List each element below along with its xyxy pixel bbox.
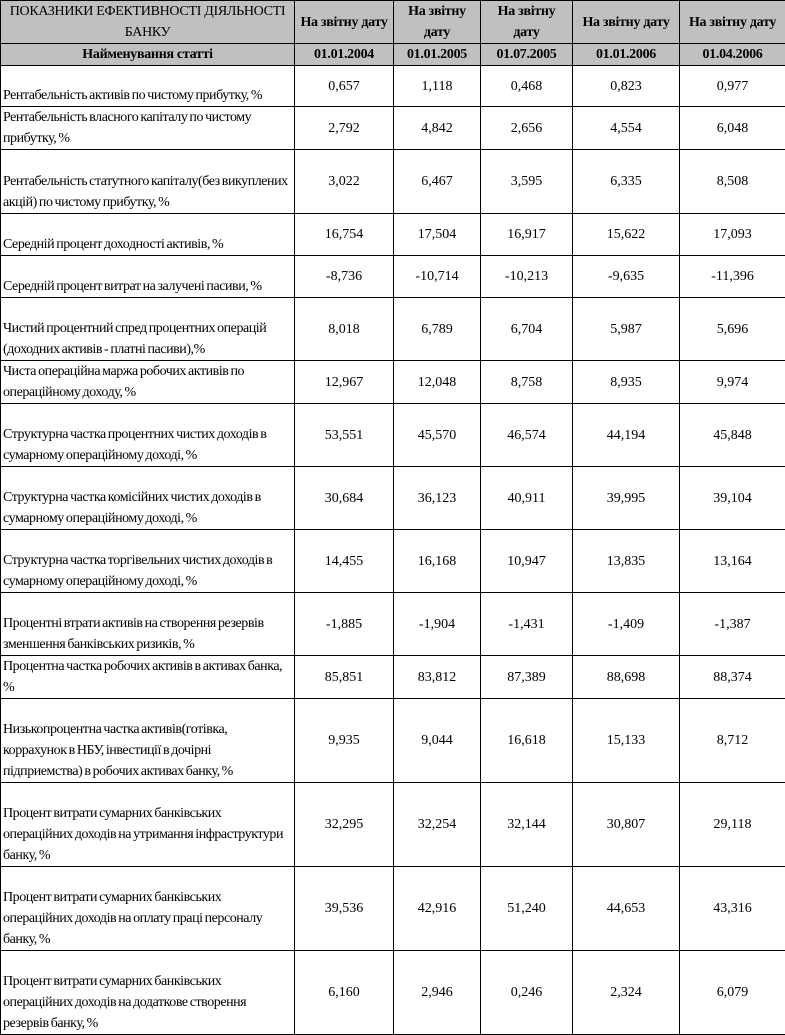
table-row: [1, 951, 785, 1035]
value-cell: 8,758: [481, 361, 573, 404]
value-cell: 32,144: [481, 783, 573, 867]
table-row: [1, 256, 785, 298]
row-label: Процент витрати сумарних банківських операційних доходів на оплату праці персоналу банку, %: [1, 867, 295, 951]
row-label: Чиста операційна маржа робочих активів по операційному доходу, %: [1, 361, 295, 404]
value-cell: 30,807: [573, 783, 680, 867]
row-label: Чистий процентний спред процентних операцій (доходних активів - платні пасиви),%: [1, 298, 295, 361]
value-cell: 15,133: [573, 699, 680, 783]
table-row: [1, 361, 785, 404]
value-cell: 2,324: [573, 951, 680, 1035]
table-row: [1, 404, 785, 467]
column-header: На звітну дату: [394, 1, 481, 44]
row-label: Рентабельність активів по чистому прибутку, %: [1, 66, 295, 107]
value-cell: -1,409: [573, 593, 680, 656]
value-cell: 6,048: [680, 107, 785, 150]
value-cell: 5,696: [680, 298, 785, 361]
value-cell: 1,118: [394, 66, 481, 107]
value-cell: 8,508: [680, 150, 785, 214]
value-cell: 51,240: [481, 867, 573, 951]
table-row: [1, 66, 785, 107]
value-cell: 29,118: [680, 783, 785, 867]
row-label: Структурна частка комісійних чистих доходів в сумарному операційному доході, %: [1, 467, 295, 530]
date-header: 01.01.2004: [295, 44, 394, 66]
column-header: На звітну дату: [680, 1, 785, 44]
value-cell: 8,935: [573, 361, 680, 404]
table-row: [1, 783, 785, 867]
value-cell: 5,987: [573, 298, 680, 361]
table-row: [1, 298, 785, 361]
row-label: Рентабельність власного капіталу по чистому прибутку, %: [1, 107, 295, 150]
table-row: [1, 656, 785, 699]
value-cell: -10,714: [394, 256, 481, 298]
row-label: Процент витрати сумарних банківських операційних доходів на додаткове створення резервів банку, %: [1, 951, 295, 1035]
value-cell: -10,213: [481, 256, 573, 298]
value-cell: -1,904: [394, 593, 481, 656]
row-label: Рентабельність статутного капіталу(без викуплених акцій) по чистому прибутку, %: [1, 150, 295, 214]
value-cell: -11,396: [680, 256, 785, 298]
value-cell: 14,455: [295, 530, 394, 593]
value-cell: 43,316: [680, 867, 785, 951]
value-cell: 16,168: [394, 530, 481, 593]
value-cell: 16,917: [481, 214, 573, 256]
value-cell: -1,431: [481, 593, 573, 656]
row-label: Середній процент витрат на залучені пасиви, %: [1, 256, 295, 298]
value-cell: 9,935: [295, 699, 394, 783]
value-cell: 36,123: [394, 467, 481, 530]
subheader-row: [1, 44, 785, 66]
date-header: 01.04.2006: [680, 44, 785, 66]
value-cell: 32,254: [394, 783, 481, 867]
value-cell: -9,635: [573, 256, 680, 298]
value-cell: -8,736: [295, 256, 394, 298]
table-row: [1, 867, 785, 951]
table-row: [1, 467, 785, 530]
value-cell: 9,044: [394, 699, 481, 783]
row-label: Низькопроцентна частка активів(готівка, коррахунок в НБУ, інвестиції в дочірні підприемства) в робочих активах банку, %: [1, 699, 295, 783]
value-cell: 16,618: [481, 699, 573, 783]
column-header: На звітну дату: [573, 1, 680, 44]
value-cell: 39,536: [295, 867, 394, 951]
value-cell: 2,656: [481, 107, 573, 150]
value-cell: 44,194: [573, 404, 680, 467]
value-cell: 8,712: [680, 699, 785, 783]
value-cell: 9,974: [680, 361, 785, 404]
value-cell: 42,916: [394, 867, 481, 951]
value-cell: 6,467: [394, 150, 481, 214]
value-cell: 6,335: [573, 150, 680, 214]
value-cell: 3,595: [481, 150, 573, 214]
value-cell: 0,823: [573, 66, 680, 107]
value-cell: 0,246: [481, 951, 573, 1035]
value-cell: 17,504: [394, 214, 481, 256]
value-cell: 8,018: [295, 298, 394, 361]
value-cell: 6,079: [680, 951, 785, 1035]
value-cell: 4,842: [394, 107, 481, 150]
value-cell: 88,698: [573, 656, 680, 699]
value-cell: 6,160: [295, 951, 394, 1035]
column-header: На звітну дату: [295, 1, 394, 44]
value-cell: 13,835: [573, 530, 680, 593]
date-header: 01.01.2006: [573, 44, 680, 66]
value-cell: 32,295: [295, 783, 394, 867]
row-label: Процент витрати сумарних банківських операційних доходів на утримання інфраструктури банку, %: [1, 783, 295, 867]
row-label: Структурна частка торгівельних чистих доходів в сумарному операційному доході, %: [1, 530, 295, 593]
row-label: Середній процент доходності активів, %: [1, 214, 295, 256]
column-header: На звітну дату: [481, 1, 573, 44]
table-row: [1, 214, 785, 256]
value-cell: 83,812: [394, 656, 481, 699]
value-cell: 46,574: [481, 404, 573, 467]
date-header: 01.07.2005: [481, 44, 573, 66]
value-cell: 0,977: [680, 66, 785, 107]
value-cell: 12,967: [295, 361, 394, 404]
value-cell: -1,885: [295, 593, 394, 656]
header-row: [1, 1, 785, 44]
value-cell: 40,911: [481, 467, 573, 530]
row-label: Структурна частка процентних чистих доходів в сумарному операційному доході, %: [1, 404, 295, 467]
value-cell: 39,995: [573, 467, 680, 530]
value-cell: 39,104: [680, 467, 785, 530]
value-cell: 87,389: [481, 656, 573, 699]
value-cell: 2,946: [394, 951, 481, 1035]
value-cell: 88,374: [680, 656, 785, 699]
value-cell: 30,684: [295, 467, 394, 530]
table-row: [1, 530, 785, 593]
value-cell: 45,848: [680, 404, 785, 467]
value-cell: 15,622: [573, 214, 680, 256]
value-cell: 16,754: [295, 214, 394, 256]
value-cell: 10,947: [481, 530, 573, 593]
value-cell: 53,551: [295, 404, 394, 467]
value-cell: 45,570: [394, 404, 481, 467]
value-cell: 0,468: [481, 66, 573, 107]
table-title: ПОКАЗНИКИ ЕФЕКТИВНОСТІ ДІЯЛЬНОСТІ БАНКУ: [1, 1, 295, 44]
row-label: Процентні втрати активів на створення резервів зменшення банківських ризиків, %: [1, 593, 295, 656]
table-row: [1, 593, 785, 656]
item-name-header: Найменування статті: [1, 44, 295, 66]
value-cell: 6,704: [481, 298, 573, 361]
value-cell: 4,554: [573, 107, 680, 150]
value-cell: 44,653: [573, 867, 680, 951]
value-cell: 0,657: [295, 66, 394, 107]
table-row: [1, 150, 785, 214]
row-label: Процентна частка робочих активів в активах банка, %: [1, 656, 295, 699]
table-row: [1, 699, 785, 783]
value-cell: -1,387: [680, 593, 785, 656]
value-cell: 13,164: [680, 530, 785, 593]
value-cell: 2,792: [295, 107, 394, 150]
value-cell: 3,022: [295, 150, 394, 214]
value-cell: 12,048: [394, 361, 481, 404]
value-cell: 85,851: [295, 656, 394, 699]
value-cell: 17,093: [680, 214, 785, 256]
table-row: [1, 107, 785, 150]
value-cell: 6,789: [394, 298, 481, 361]
date-header: 01.01.2005: [394, 44, 481, 66]
